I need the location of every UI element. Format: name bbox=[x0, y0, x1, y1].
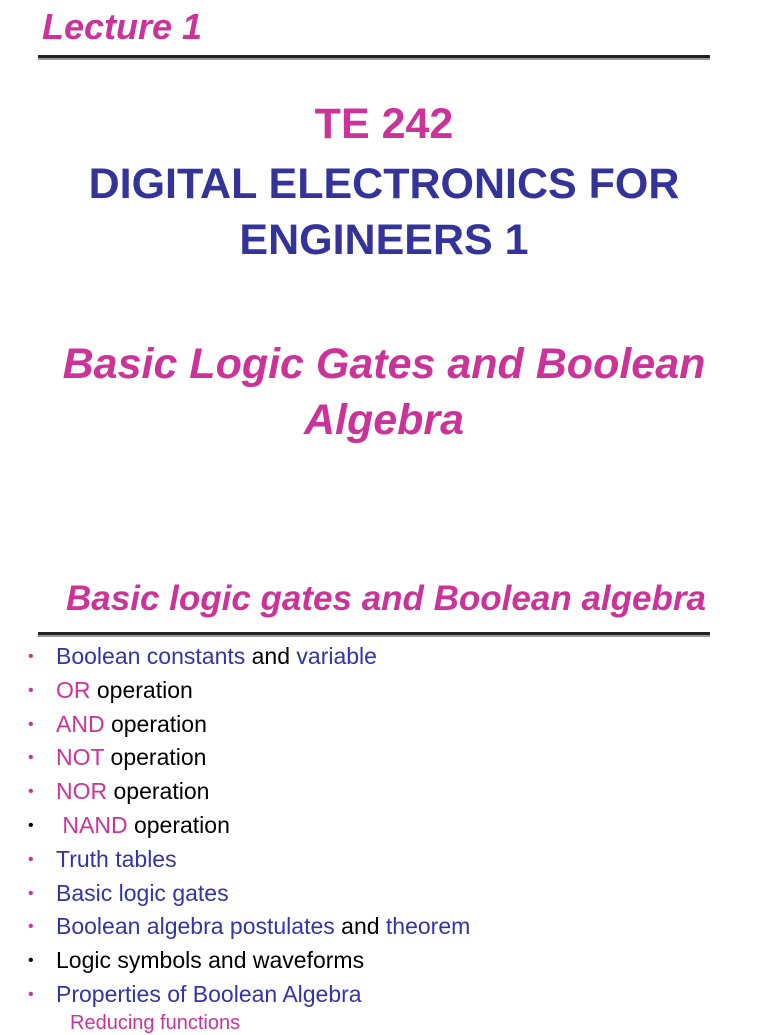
list-item-term: OR bbox=[56, 676, 91, 703]
slide-2-title: Basic logic gates and Boolean algebra bbox=[66, 579, 706, 618]
list-item bbox=[28, 944, 470, 978]
course-code: TE 242 bbox=[314, 100, 454, 148]
lecture-topic-line-2: Algebra bbox=[303, 396, 465, 444]
list-item-text: operation bbox=[127, 811, 230, 838]
list-item bbox=[28, 877, 470, 911]
lecture-topic-line-1: Basic Logic Gates and Boolean bbox=[62, 340, 706, 388]
list-item-term: variable bbox=[296, 643, 377, 669]
bullet-dot: • bbox=[28, 884, 34, 902]
bullet-dot: • bbox=[28, 681, 34, 699]
bullet-dot: • bbox=[28, 850, 34, 868]
list-item-term: NOR bbox=[56, 778, 108, 805]
list-item bbox=[28, 775, 470, 809]
course-title-line-2: ENGINEERS 1 bbox=[239, 216, 529, 264]
list-item bbox=[28, 843, 470, 877]
bullet-dot: • bbox=[28, 816, 34, 834]
list-item-term: Boolean algebra postulates bbox=[56, 913, 335, 940]
list-item bbox=[28, 910, 470, 944]
list-item bbox=[28, 640, 470, 674]
slide-2-divider bbox=[38, 632, 710, 635]
list-item-text: operation bbox=[104, 710, 207, 737]
list-item bbox=[28, 708, 470, 742]
list-item-term: Properties of Boolean Algebra bbox=[56, 980, 362, 1007]
list-item-text: operation bbox=[90, 676, 193, 703]
course-title-line-1: DIGITAL ELECTRONICS FOR bbox=[88, 160, 680, 208]
list-item-term: Boolean constants bbox=[56, 643, 246, 669]
bullet-dot: • bbox=[28, 648, 34, 665]
title-divider bbox=[38, 55, 710, 58]
list-item-text: operation bbox=[107, 778, 210, 805]
list-item-term: NAND bbox=[56, 811, 128, 838]
bullet-dot: • bbox=[28, 918, 34, 936]
bullet-dot: • bbox=[28, 715, 34, 733]
list-item-text: and bbox=[245, 643, 297, 669]
list-item bbox=[28, 741, 470, 775]
bullet-dot: • bbox=[28, 783, 34, 801]
bullet-dot: • bbox=[28, 985, 34, 1003]
course-title bbox=[20, 156, 748, 268]
lecture-topic bbox=[20, 336, 748, 448]
list-item-term: theorem bbox=[385, 913, 471, 940]
list-item-term: Truth tables bbox=[56, 845, 177, 872]
list-item-text: and bbox=[334, 913, 386, 940]
list-item-text: operation bbox=[104, 744, 207, 771]
list-item bbox=[28, 978, 470, 1012]
sub-list-item: Reducing functions bbox=[70, 1012, 241, 1034]
list-item-term: AND bbox=[56, 710, 105, 737]
list-item-term: NOT bbox=[56, 744, 105, 771]
list-item-term: Basic logic gates bbox=[56, 879, 229, 906]
bullet-dot: • bbox=[28, 749, 34, 767]
list-item bbox=[28, 809, 470, 843]
bullet-dot: • bbox=[28, 952, 34, 970]
list-item-text: Logic symbols and waveforms bbox=[56, 947, 365, 974]
lecture-label: Lecture 1 bbox=[42, 6, 203, 47]
slide-2 bbox=[0, 560, 768, 1034]
list-item bbox=[28, 674, 470, 708]
topic-list bbox=[28, 640, 470, 1012]
